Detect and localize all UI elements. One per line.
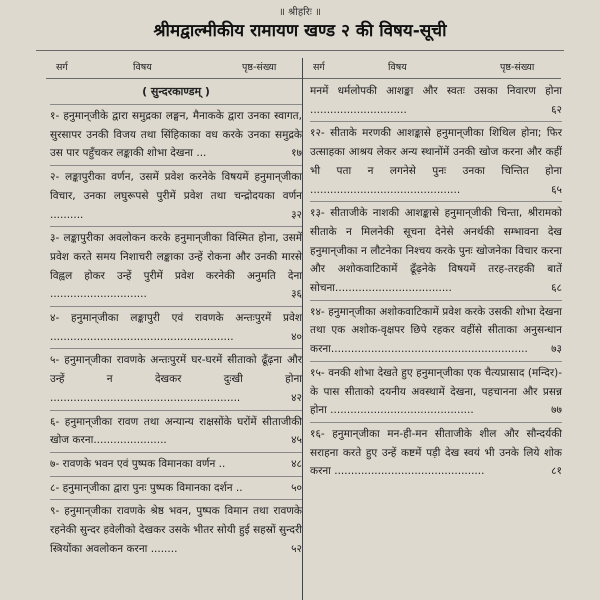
toc-entry-1[interactable] bbox=[50, 107, 302, 163]
right-col-vishay-header: विषय bbox=[388, 62, 407, 73]
toc-entry-15[interactable] bbox=[310, 364, 562, 420]
column-divider bbox=[302, 58, 303, 600]
left-column bbox=[50, 82, 302, 558]
toc-entry-12[interactable] bbox=[310, 124, 562, 199]
left-col-vishay-header: विषय bbox=[133, 62, 152, 73]
entry-separator bbox=[50, 499, 302, 500]
entry-text: ६- हनुमान्‌जीका रावण तथा अन्यान्य राक्षसोंके घरोंमें सीताजीकी खोज करना...................... bbox=[50, 415, 302, 447]
entry-text: १४- हनुमान्‌जीका अशोकवाटिकामें प्रवेश करके उसकी शोभा देखना तथा एक अशोक-वृक्षपर छिपे रहकर वहींसे सीताका अनुसन्धान करना........................................................... bbox=[310, 305, 562, 356]
toc-entry-2[interactable] bbox=[50, 168, 302, 224]
page-number: ६२ bbox=[551, 103, 562, 116]
entry-text: ७- रावणके भवन एवं पुष्पक विमानका वर्णन .. bbox=[50, 457, 226, 470]
right-col-sarga-header: सर्ग bbox=[313, 62, 325, 73]
toc-entry-11-cont[interactable] bbox=[310, 82, 562, 119]
entry-text: ४- हनुमान्‌जीका लङ्कापुरी एवं रावणके अन्तःपुरमें प्रवेश ....................................................... bbox=[50, 312, 302, 343]
toc-entry-8[interactable] bbox=[50, 479, 302, 498]
entry-text: ९- हनुमान्‌जीका रावणके श्रेष्ठ भवन, पुष्पक विमान तथा रावणके रहनेकी सुन्दर हवेलीको देखकर उसके भीतर सोयी हुई सहस्रों सुन्दरी स्त्रियोंका अवलोकन करना ........ bbox=[50, 505, 302, 555]
entry-text: मनमें धर्मलोपकी आशङ्का और स्वतः उसका निवारण होना ............................. bbox=[310, 85, 562, 116]
entry-separator bbox=[50, 226, 302, 227]
header-rule bbox=[46, 78, 561, 79]
page-number: ७३ bbox=[551, 343, 562, 356]
page-number: ३२ bbox=[291, 208, 302, 221]
entry-text: ५- हनुमान्‌जीका रावणके अन्तःपुरमें घर-घरमें सीताको ढूँढ़ना और उन्हें न देखकर दुःखी होना ......................................................... bbox=[50, 354, 302, 404]
entry-text: १६- हनुमान्‌जीका मन-ही-मन सीताजीके शील और सौन्दर्यकी सराहना करते हुए उन्हें कष्टमें पड़ी देख स्वयं भी उनके लिये शोक करना ............................................. bbox=[310, 427, 562, 478]
entry-separator bbox=[50, 306, 302, 307]
entry-separator bbox=[310, 422, 562, 423]
page-number: ५२ bbox=[291, 542, 302, 555]
toc-entry-16[interactable] bbox=[310, 425, 562, 481]
right-column bbox=[310, 82, 562, 481]
toc-entry-13[interactable] bbox=[310, 204, 562, 298]
page-number: ६८ bbox=[551, 282, 562, 295]
entry-separator bbox=[310, 361, 562, 362]
entry-separator bbox=[310, 121, 562, 122]
page-number: १७ bbox=[291, 147, 302, 160]
entry-separator bbox=[310, 201, 562, 202]
page-number: ३६ bbox=[291, 288, 302, 301]
left-col-sarga-header: सर्ग bbox=[56, 62, 68, 73]
page-number: ६५ bbox=[551, 183, 562, 196]
invocation: ॥ श्रीहरिः ॥ bbox=[278, 7, 322, 18]
toc-entry-9[interactable] bbox=[50, 502, 302, 558]
entry-separator bbox=[310, 300, 562, 301]
kanda-heading: ( सुन्दरकाण्डम् ) bbox=[142, 85, 210, 98]
entry-text: ३- लङ्कापुरीका अवलोकन करके हनुमान्‌जीका विस्मित होना, उसमें प्रवेश करते समय निशाचरी लङ्काका उन्हें रोकना और उनकी मारसे विह्वल होकर उन्हें पुरीमें प्रवेश करनेकी अनुमति देना ............................. bbox=[50, 232, 302, 301]
entry-separator bbox=[50, 410, 302, 411]
toc-entry-4[interactable] bbox=[50, 309, 302, 346]
entry-separator bbox=[50, 476, 302, 477]
page-number: ७७ bbox=[551, 404, 562, 417]
page-number: ८१ bbox=[551, 465, 562, 478]
top-rule bbox=[36, 50, 564, 51]
toc-entry-7[interactable] bbox=[50, 455, 302, 474]
page-number: ४८ bbox=[291, 457, 302, 470]
page-number: ४५ bbox=[291, 434, 302, 447]
entry-text: १५- वनकी शोभा देखते हुए हनुमान्‌जीका एक चैत्यप्रासाद (मन्दिर)-के पास सीताको दयनीय अवस्थामें देखना, पहचानना और प्रसन्न होना ........................................... bbox=[310, 366, 562, 417]
right-col-page-header: पृष्ठ-संख्या bbox=[500, 62, 535, 73]
page-title: श्रीमद्वाल्मीकीय रामायण खण्ड २ की विषय-सूची bbox=[153, 21, 447, 41]
page-number: ४२ bbox=[291, 391, 302, 404]
page-number: ५० bbox=[291, 481, 302, 494]
toc-entry-3[interactable] bbox=[50, 229, 302, 304]
toc-entry-5[interactable] bbox=[50, 351, 302, 407]
entry-text: ८- हनुमान्‌जीका द्वारा पुनः पुष्पक विमानका दर्शन .. bbox=[50, 481, 243, 494]
entry-text: १- हनुमान्‌जीके द्वारा समुद्रका लङ्घन, मैनाकके द्वारा उनका स्वागत, सुरसापर उनकी विजय तथा सिंहिकाका वध करके उनका समुद्रके उस पार पहुँचकर लङ्काकी शोभा देखना ... bbox=[50, 110, 302, 160]
page-number: ४० bbox=[291, 330, 302, 343]
entry-separator bbox=[50, 104, 302, 105]
entry-text: १३- सीताजीके नाशकी आशङ्कासे हनुमान्‌जीकी चिन्ता, श्रीरामको सीताके न मिलनेकी सूचना देनेसे अनर्थकी सम्भावना देख हनुमान्‌जीका न लौटनेका निश्चय करके पुनः खोजनेका विचार करना और अशोकवाटिकामें ढूँढ़नेके विषयमें तरह-तरहकी बातें सोचना................................... bbox=[310, 207, 562, 295]
entry-text: १२- सीताके मरणकी आशङ्कासे हनुमान्‌जीका शिथिल होना; फिर उत्साहका आश्रय लेकर अन्य स्थानोंमें उनकी खोज करना और कहीं भी पता न लगनेसे पुनः उनका चिन्तित होना ............................................. bbox=[310, 127, 562, 196]
left-col-page-header: पृष्ठ-संख्या bbox=[242, 62, 277, 73]
entry-separator bbox=[50, 165, 302, 166]
entry-text: २- लङ्कापुरीका वर्णन, उसमें प्रवेश करनेके विषयमें हनुमान्‌जीका विचार, उनका लघुरूपसे पुरीमें प्रवेश तथा चन्द्रोदयका वर्णन .......... bbox=[50, 171, 302, 221]
toc-entry-14[interactable] bbox=[310, 303, 562, 359]
entry-separator bbox=[50, 452, 302, 453]
entry-separator bbox=[50, 348, 302, 349]
toc-entry-6[interactable] bbox=[50, 413, 302, 450]
